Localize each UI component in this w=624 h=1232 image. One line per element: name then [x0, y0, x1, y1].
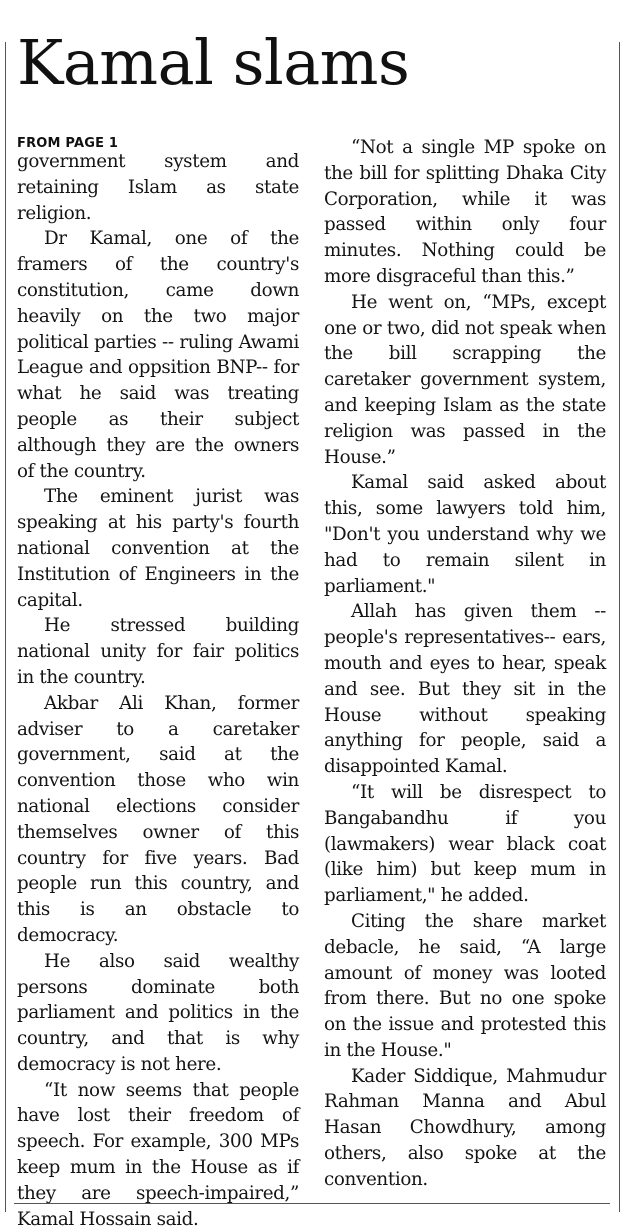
paragraph: He stressed building national unity for fair politics in the country.	[17, 615, 299, 688]
paragraph: “It will be disrespect to Bangabandhu if you (lawmakers) wear black coat (like him) but keep mum in parliament," he added.	[324, 781, 606, 907]
paragraph: government system and retaining Islam as state religion.	[17, 151, 299, 224]
paragraph: Akbar Ali Khan, former adviser to a caretaker government, said at the convention those who win national elections consider themselves owner of this country for five years. Bad people run this country, and this is an obstacle to democracy.	[17, 692, 299, 946]
paragraph: Citing the share market debacle, he said, “A large amount of money was looted from there. But no one spoke on the issue and protested this in the House."	[324, 910, 606, 1061]
paragraph: He went on, “MPs, except one or two, did not speak when the bill scrapping the caretaker government system, and keeping Islam as the state religion was passed in the House.”	[324, 291, 606, 468]
paragraph: Allah has given them -- people's representatives-- ears, mouth and eyes to hear, speak and see. But they sit in the House without speaking anything for people, said a disappointed Kamal.	[324, 601, 606, 778]
left-column-rule	[5, 42, 6, 1212]
paragraph: Kamal said asked about this, some lawyers told him, "Don't you understand why we had to remain silent in parliament."	[324, 472, 606, 597]
paragraph: He also said wealthy persons dominate both parliament and politics in the country, and that is why democracy is not here.	[17, 950, 299, 1075]
right-column-rule	[619, 42, 620, 1212]
paragraph: “It now seems that people have lost their freedom of speech. For example, 300 MPs keep mum in the House as if they are speech-impaired,” Kamal Hossain said.	[17, 1079, 299, 1230]
headline: Kamal slams	[17, 26, 410, 99]
paragraph: Kader Siddique, Mahmudur Rahman Manna and Abul Hasan Chowdhury, among others, also spoke at the convention.	[324, 1065, 606, 1190]
article-column-right	[324, 135, 606, 1193]
paragraph: Dr Kamal, one of the framers of the country's constitution, came down heavily on the two major political parties -- ruling Awami League and oppsition BNP-- for what he said was treating people as their subject although they are the owners of the country.	[17, 228, 299, 482]
article-column-left	[17, 136, 299, 1232]
paragraph: The eminent jurist was speaking at his party's fourth national convention at the Institution of Engineers in the capital.	[17, 486, 299, 611]
kicker: FROM PAGE 1	[17, 136, 119, 151]
paragraph: “Not a single MP spoke on the bill for splitting Dhaka City Corporation, while it was passed within only four minutes. Nothing could be more disgraceful than this.”	[324, 137, 606, 287]
